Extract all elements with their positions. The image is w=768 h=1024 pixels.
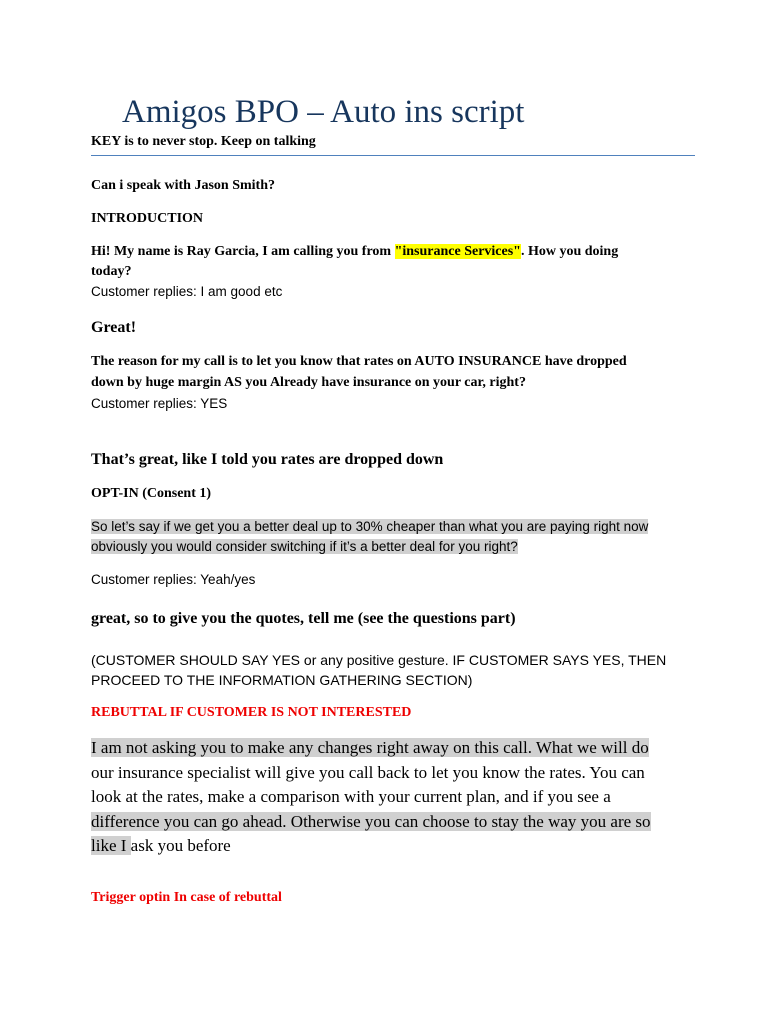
document-subtitle: KEY is to never stop. Keep on talking <box>91 134 316 149</box>
intro-line-2: today? <box>91 264 132 279</box>
rebuttal-line-2 <box>91 761 691 786</box>
great-heading: Great! <box>91 319 137 336</box>
optin-line-1 <box>91 517 648 537</box>
rebuttal-line-5-highlight: like I <box>91 836 131 855</box>
rebuttal-line-2-text: our insurance specialist will give you call back to let you know the rates. You can <box>91 762 645 782</box>
customer-reply-1: Customer replies: I am good etc <box>91 284 283 299</box>
rebuttal-line-4 <box>91 810 691 835</box>
rebuttal-line-3-text: look at the rates, make a comparison with your current plan, and if you see a <box>91 787 611 806</box>
trigger-optin-note: Trigger optin In case of rebuttal <box>91 890 282 905</box>
rebuttal-line-1 <box>91 736 691 761</box>
document-title: Amigos BPO – Auto ins script <box>122 94 525 130</box>
reason-line-1: The reason for my call is to let you know that rates on AUTO INSURANCE have dropped <box>91 354 627 369</box>
thats-great-heading: That’s great, like I told you rates are dropped down <box>91 451 444 468</box>
customer-reply-2: Customer replies: YES <box>91 396 228 411</box>
rebuttal-paragraph <box>91 736 691 859</box>
rebuttal-heading: REBUTTAL IF CUSTOMER IS NOT INTERESTED <box>91 705 412 720</box>
rebuttal-line-3 <box>91 785 691 810</box>
note-line-2: PROCEED TO THE INFORMATION GATHERING SECTION) <box>91 672 473 688</box>
intro-line-1 <box>91 242 618 262</box>
note-line-1: (CUSTOMER SHOULD SAY YES or any positive gesture. IF CUSTOMER SAYS YES, THEN <box>91 652 667 668</box>
rebuttal-line-5-text: ask you before <box>130 836 231 855</box>
optin-line-2-text: obviously you would consider switching if it’s a better deal for you right? <box>91 539 518 554</box>
intro-highlight: "insurance Services" <box>394 244 521 259</box>
rebuttal-line-5 <box>91 834 691 859</box>
intro-text-part2: . How you doing <box>520 244 619 259</box>
reason-line-2: down by huge margin AS you Already have insurance on your car, right? <box>91 375 526 390</box>
title-divider <box>91 155 695 156</box>
introduction-heading: INTRODUCTION <box>91 211 204 226</box>
ask-name-line: Can i speak with Jason Smith? <box>91 178 275 193</box>
quotes-heading: great, so to give you the quotes, tell me (see the questions part) <box>91 610 516 627</box>
rebuttal-line-4-text: difference you can go ahead. Otherwise you can choose to stay the way you are so <box>91 811 651 831</box>
intro-text-part1: Hi! My name is Ray Garcia, I am calling you from <box>91 244 395 259</box>
customer-reply-3: Customer replies: Yeah/yes <box>91 572 256 587</box>
optin-heading: OPT-IN (Consent 1) <box>91 486 212 501</box>
optin-line-2 <box>91 537 518 557</box>
optin-line-1-text: So let’s say if we get you a better deal up to 30% cheaper than what you are paying right now <box>91 519 649 534</box>
rebuttal-line-1-text: I am not asking you to make any changes right away on this call. What we will do <box>91 738 649 757</box>
